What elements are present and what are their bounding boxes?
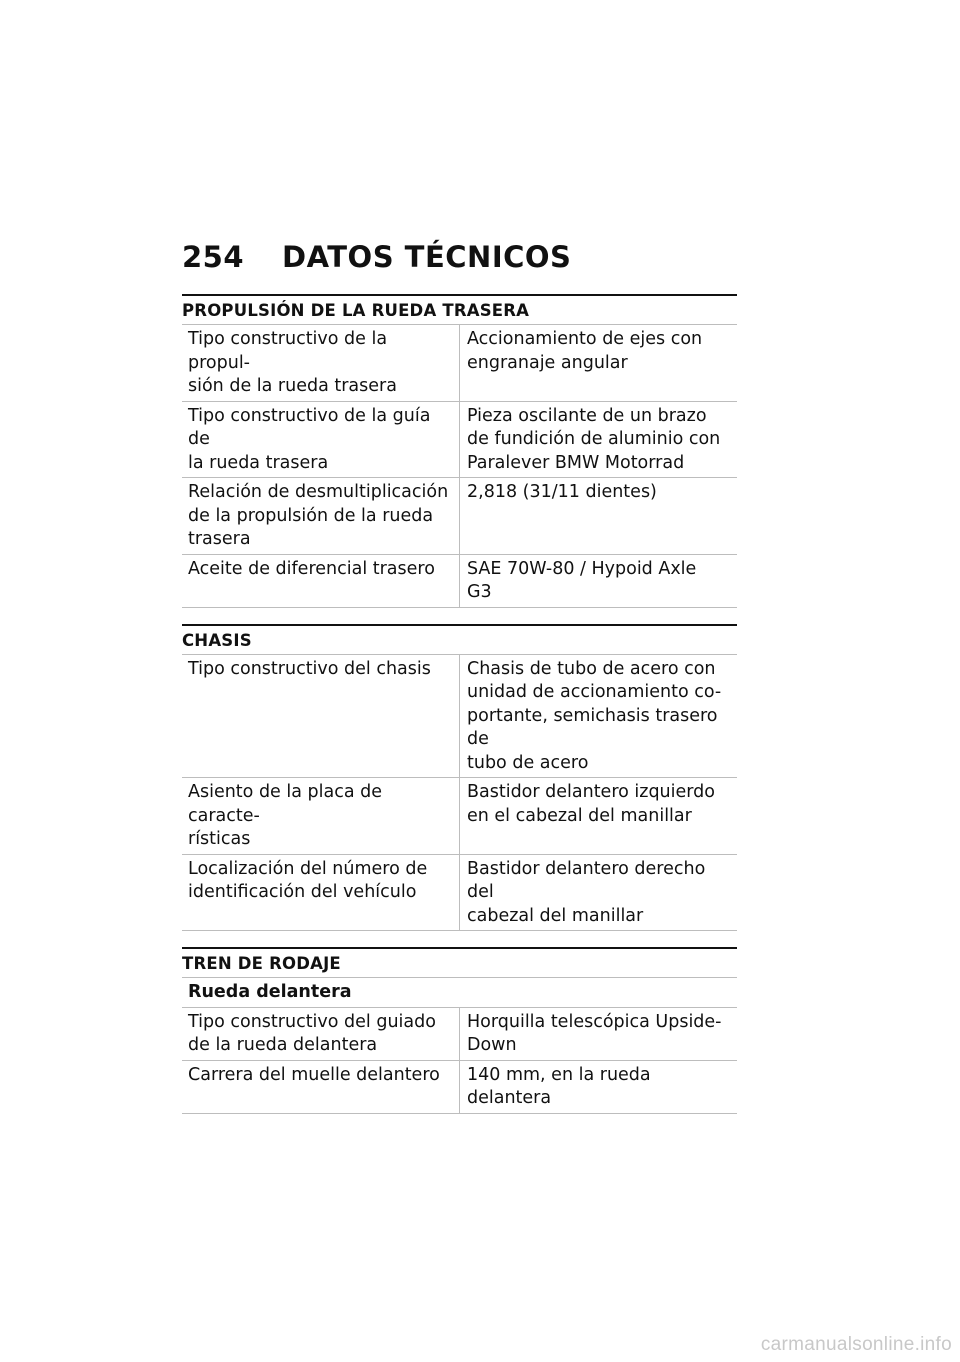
spec-table — [182, 325, 737, 608]
spec-label: Tipo constructivo del guiado de la rueda delantera — [182, 1007, 460, 1060]
spec-value: 2,818 (31/11 dientes) — [460, 478, 738, 555]
watermark: carmanualsonline.info — [760, 1334, 952, 1355]
table-row — [182, 854, 737, 931]
spec-value: Bastidor delantero derecho del cabezal del manillar — [460, 854, 738, 931]
spec-value: SAE 70W-80 / Hypoid Axle G3 — [460, 554, 738, 607]
page-title: DATOS TÉCNICOS — [282, 240, 572, 274]
table-row — [182, 1060, 737, 1113]
table-subheading: Rueda delantera — [182, 978, 737, 1007]
table-row — [182, 554, 737, 607]
table-row — [182, 478, 737, 555]
section-title: PROPULSIÓN DE LA RUEDA TRASERA — [182, 294, 737, 325]
spec-content — [182, 294, 737, 1130]
table-row — [182, 655, 737, 778]
spec-label: Aceite de diferencial trasero — [182, 554, 460, 607]
spec-value: Bastidor delantero izquierdo en el cabezal del manillar — [460, 778, 738, 855]
spec-label: Tipo constructivo del chasis — [182, 655, 460, 778]
page-header — [182, 240, 742, 274]
page-number: 254 — [182, 240, 245, 274]
spec-value: Horquilla telescópica Upside- Down — [460, 1007, 738, 1060]
section-chasis — [182, 624, 737, 932]
section-title: CHASIS — [182, 624, 737, 655]
table-row — [182, 401, 737, 478]
spec-label: Asiento de la placa de caracte- rísticas — [182, 778, 460, 855]
table-row — [182, 325, 737, 401]
spec-table — [182, 978, 737, 1114]
spec-label: Localización del número de identificación del vehículo — [182, 854, 460, 931]
spec-table — [182, 655, 737, 932]
spec-label: Carrera del muelle delantero — [182, 1060, 460, 1113]
table-row — [182, 1007, 737, 1060]
spec-value: Chasis de tubo de acero con unidad de accionamiento co- portante, semichasis trasero de tubo de acero — [460, 655, 738, 778]
spec-value: 140 mm, en la rueda delantera — [460, 1060, 738, 1113]
spec-value: Accionamiento de ejes con engranaje angular — [460, 325, 738, 401]
spec-label: Tipo constructivo de la propul- sión de la rueda trasera — [182, 325, 460, 401]
section-title: TREN DE RODAJE — [182, 947, 737, 978]
table-subheading-row — [182, 978, 737, 1007]
spec-label: Tipo constructivo de la guía de la rueda trasera — [182, 401, 460, 478]
spec-label: Relación de desmultiplicación de la propulsión de la rueda trasera — [182, 478, 460, 555]
section-propulsion — [182, 294, 737, 608]
section-tren-de-rodaje — [182, 947, 737, 1114]
spec-value: Pieza oscilante de un brazo de fundición de aluminio con Paralever BMW Motorrad — [460, 401, 738, 478]
table-row — [182, 778, 737, 855]
